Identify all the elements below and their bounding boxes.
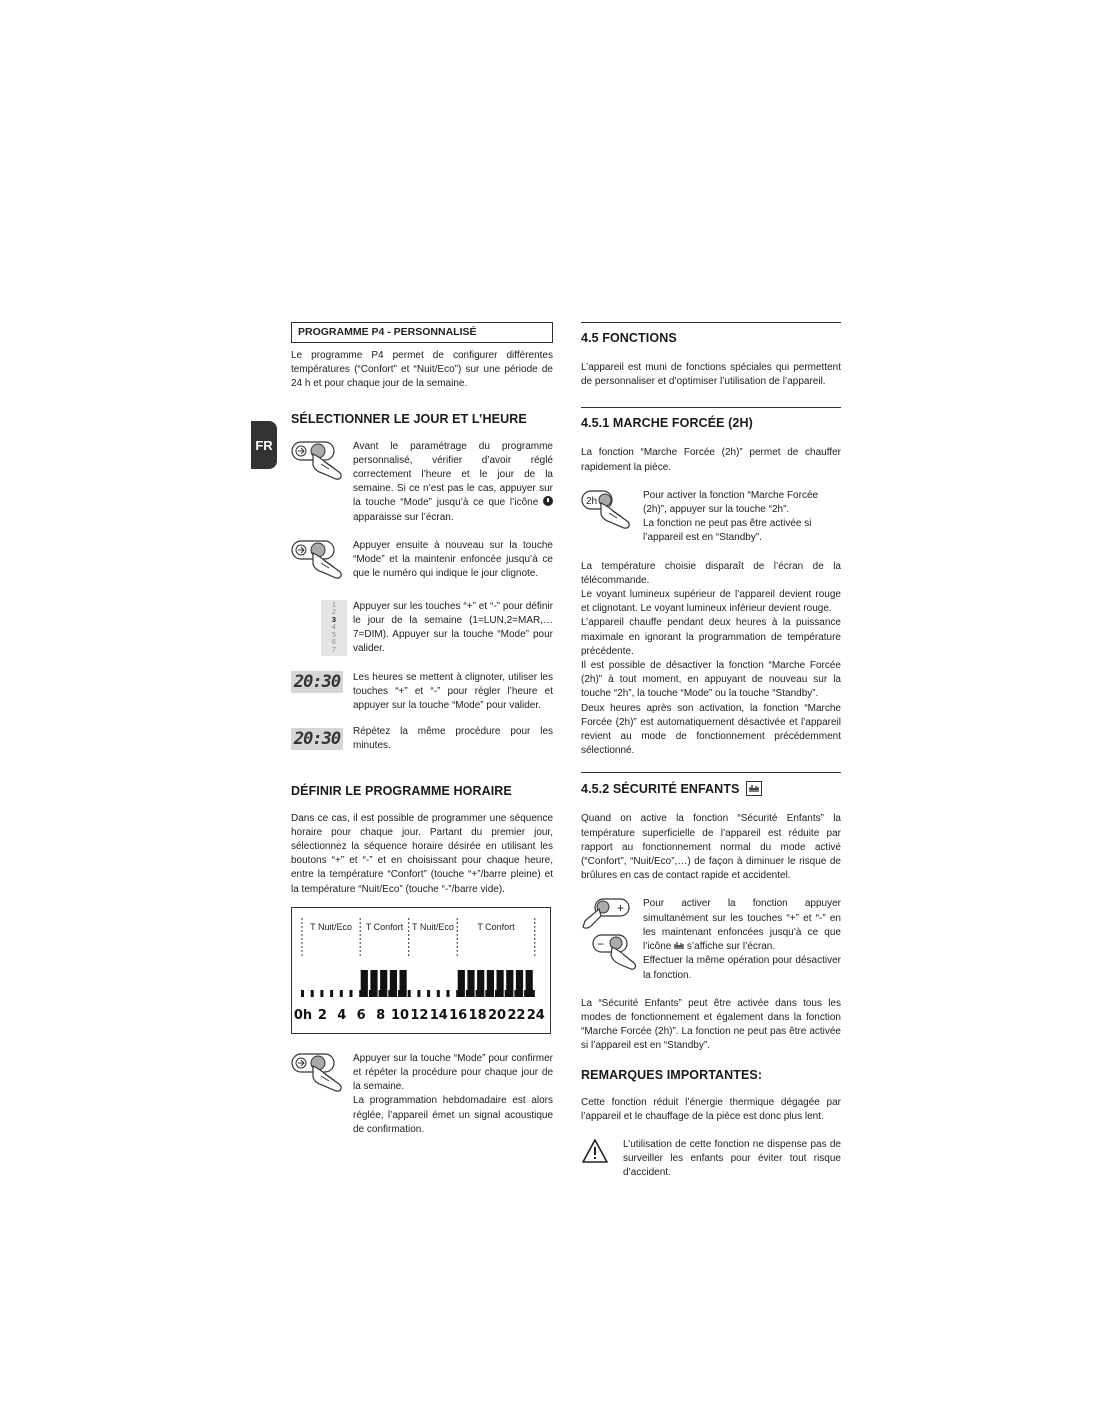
section-4-5-1-intro: La fonction “Marche Forcée (2h)” permet de chauffer rapidement la pièce. (581, 447, 841, 473)
hour-tick (359, 990, 362, 997)
minus-button-label: − (597, 937, 605, 952)
step6-text: Appuyer sur la touche “Mode” pour confirmer et répéter la procédure pour chaque jour de la semaine. (353, 1052, 553, 1093)
plus-minus-hand-icon (581, 897, 643, 977)
language-tab-label: FR (255, 437, 273, 453)
section-4-5-2-text: La “Sécurité Enfants” peut être activée dans tous les modes de fonctionnement et également dans la fonction “Marche Forcée (2h)”. La fonction ne peut pas être activée si l’appareil est en “Standby”. (581, 997, 841, 1052)
tick-label: 14 (429, 1007, 448, 1023)
tick-label: 2 (317, 1007, 327, 1023)
section-4-5-2-step: Pour activer la fonction appuyer simultanément sur les touches “+” et “-” en les maintenant enfoncées jusqu’à ce que l’icône s’affiche sur l’écran. (643, 898, 841, 953)
hour-tick (505, 990, 508, 997)
section-4-5-1-step: Pour activer la fonction “Marche Forcée (2h)”, appuyer sur la touche “2h”. (643, 489, 819, 516)
hour-tick (447, 990, 450, 997)
step-row (291, 1052, 553, 1137)
step-row (291, 539, 553, 588)
step-row (291, 440, 553, 525)
section2-text: Dans ce cas, il est possible de programmer une séquence horaire pour chaque jour. Partant du premier jour, sélectionnez la séquence horaire désirée en utilisant les boutons “+” et “-” et en choisissant pour chaque heure, entre la température “Confort” (touche “+”/barre pleine) et la température “Nuit/Eco” (touche “-”/barre vide). (291, 812, 553, 895)
tick-label: 18 (468, 1007, 487, 1023)
tick-label: 0h (293, 1007, 313, 1023)
step-row (291, 600, 553, 657)
section-define-program-title: DÉFINIR LE PROGRAMME HORAIRE (291, 783, 512, 798)
clock-icon (543, 496, 553, 506)
tick-label: 12 (410, 1007, 429, 1023)
step2-text: Appuyer ensuite à nouveau sur la touche “Mode” et la maintenir enfoncée jusqu’à ce que le numéro qui indique le jour clignote. (353, 539, 553, 580)
hour-tick (495, 990, 498, 997)
mode-button-hand-icon (291, 1052, 353, 1101)
step-row (581, 897, 841, 982)
notes-text: Cette fonction réduit l’énergie thermique dégagée par l’appareil et le chauffage de la pièce est donc plus lent. (581, 1096, 841, 1122)
zone-label: T Nuit/Eco (412, 921, 454, 932)
section-4-5-text: L’appareil est muni de fonctions spéciales qui permettent de personnaliser et d’optimiser l’utilisation de l’appareil. (581, 362, 841, 388)
hour-tick (476, 990, 479, 997)
day-digit: 3 (332, 616, 336, 624)
hour-tick (437, 990, 440, 997)
hour-tick (330, 990, 333, 997)
paragraph: La température choisie disparaît de l’écran de la télécommande. (581, 560, 841, 586)
tick-label: 4 (337, 1007, 347, 1023)
step4-text: Les heures se mettent à clignoter, utiliser les touches “+” et “-” pour régler l’heure et appuyer sur la touche “Mode” pour valider. (353, 671, 553, 712)
section-4-5-title: 4.5 FONCTIONS (581, 331, 677, 345)
warning-text: L’utilisation de cette fonction ne dispense pas de surveiller les enfants pour éviter tout risque d’accident. (623, 1138, 841, 1179)
zone-label: T Nuit/Eco (310, 921, 353, 932)
tick-label: 10 (390, 1007, 410, 1023)
right-column (581, 322, 841, 1181)
language-tab (251, 421, 277, 469)
day-digit: 6 (332, 639, 336, 647)
hour-tick (311, 990, 314, 997)
paragraph: Deux heures après son activation, la fonction “Marche Forcée (2h)” est automatiquement désactivée et l’appareil revient au mode de fonctionnement précédemment sélectionné. (581, 702, 841, 757)
section-4-5-1-step-b: La fonction ne peut pas être activée si l’appareil est en “Standby”. (643, 518, 812, 544)
section-select-day-title: SÉLECTIONNER LE JOUR ET L’HEURE (291, 411, 527, 426)
tick-label: 16 (449, 1007, 468, 1023)
left-column (291, 322, 553, 1137)
step3-text: Appuyer sur les touches “+” et “-” pour définir le jour de la semaine (1=LUN,2=MAR,… 7=DIM). Appuyer sur la touche “Mode” pour valider. (353, 600, 553, 655)
step-row (291, 671, 553, 714)
mode-button-hand-icon (291, 539, 353, 588)
child-lock-icon (674, 940, 684, 948)
section-4-5-1-title: 4.5.1 MARCHE FORCÉE (2H) (581, 416, 753, 431)
tick-label: 24 (526, 1007, 545, 1023)
warning-icon (581, 1138, 623, 1169)
tick-label: 20 (487, 1007, 507, 1023)
day-digit: 4 (332, 624, 336, 632)
paragraph: L’appareil chauffe pendant deux heures à la puissance maximale en ignorant la programmation de température précédente. (581, 617, 841, 657)
hour-tick (379, 990, 382, 997)
step5-text: Répétez la même procédure pour les minutes. (353, 726, 553, 752)
hourly-program-chart (291, 907, 551, 1034)
tick-label: 8 (376, 1007, 386, 1023)
lcd-time-display: 20:30 (291, 728, 343, 750)
step-row (581, 489, 841, 546)
lcd-time-display: 20:30 (291, 671, 343, 693)
hour-tick (388, 990, 391, 997)
tick-label: 22 (507, 1007, 526, 1023)
plus-button-label: + (617, 901, 625, 916)
hour-tick (408, 990, 411, 997)
section-4-5-2-intro: Quand on active la fonction “Sécurité Enfants” la température superficielle de l’appareil est réduite par rapport au fonctionnement normal du mode activé (“Confort”, “Nuit/Eco”,…) de façon à diminuer le risque de brûlures en cas de contact rapide et accidentel. (581, 813, 841, 882)
hour-tick (427, 990, 430, 997)
paragraph: Le voyant lumineux supérieur de l’appareil devient rouge et clignotant. Le voyant lumineux inférieur devient rouge. (581, 589, 841, 615)
hour-tick (398, 990, 401, 997)
day-digit: 7 (332, 646, 336, 654)
hour-tick (350, 990, 353, 997)
section-4-5-2-title: 4.5.2 SÉCURITÉ ENFANTS (581, 781, 740, 796)
notes-title: REMARQUES IMPORTANTES: (581, 1067, 763, 1082)
day-digit: 2 (332, 609, 336, 617)
hour-tick (524, 990, 527, 997)
program-box-title: PROGRAMME P4 - PERSONNALISÉ (291, 322, 553, 343)
hour-tick (301, 990, 304, 997)
hour-tick (320, 990, 323, 997)
hour-tick (369, 990, 372, 997)
tick-label: 6 (356, 1007, 366, 1023)
step6b-text: La programmation hebdomadaire est alors réglée, l’appareil émet un signal acoustique de confirmation. (353, 1095, 553, 1135)
program-intro: Le programme P4 permet de configurer différentes températures (“Confort” et “Nuit/Eco”) sur une période de 24 h et pour chaque jour de la semaine. (291, 350, 553, 390)
day-digit: 1 (332, 601, 336, 609)
hour-tick (340, 990, 343, 997)
step1-text: Avant le paramétrage du programme personnalisé, vérifier d’avoir réglé correctement l’heure et le jour de la semaine. Si ce n’est pas le cas, appuyer sur la touche “Mode” jusqu’à ce que l’icône apparaisse sur l’écran. (353, 440, 553, 523)
hour-tick (466, 990, 469, 997)
step-row (291, 725, 553, 753)
zone-label: T Confort (365, 921, 404, 932)
hour-tick (417, 990, 420, 997)
mode-button-hand-icon (291, 440, 353, 489)
2h-button-label: 2h (586, 495, 598, 507)
warning-row (581, 1138, 841, 1181)
day-digit: 5 (332, 631, 336, 639)
zone-label: T Confort (477, 921, 515, 932)
2h-button-hand-icon (581, 489, 643, 538)
day-number-display (321, 600, 347, 657)
hour-tick (456, 990, 459, 997)
paragraph: Il est possible de désactiver la fonction “Marche Forcée (2h)” à tout moment, en appuyant de nouveau sur la touche “2h”, la touche “Mode” ou la touche “Standby”. (581, 660, 841, 700)
hour-tick (532, 990, 535, 997)
section-4-5-1-body (581, 560, 841, 759)
hour-tick (514, 990, 517, 997)
section-4-5-2-step-b: Effectuer la même opération pour désactiver la fonction. (643, 955, 841, 981)
child-lock-icon (746, 781, 762, 796)
hour-tick (485, 990, 488, 997)
